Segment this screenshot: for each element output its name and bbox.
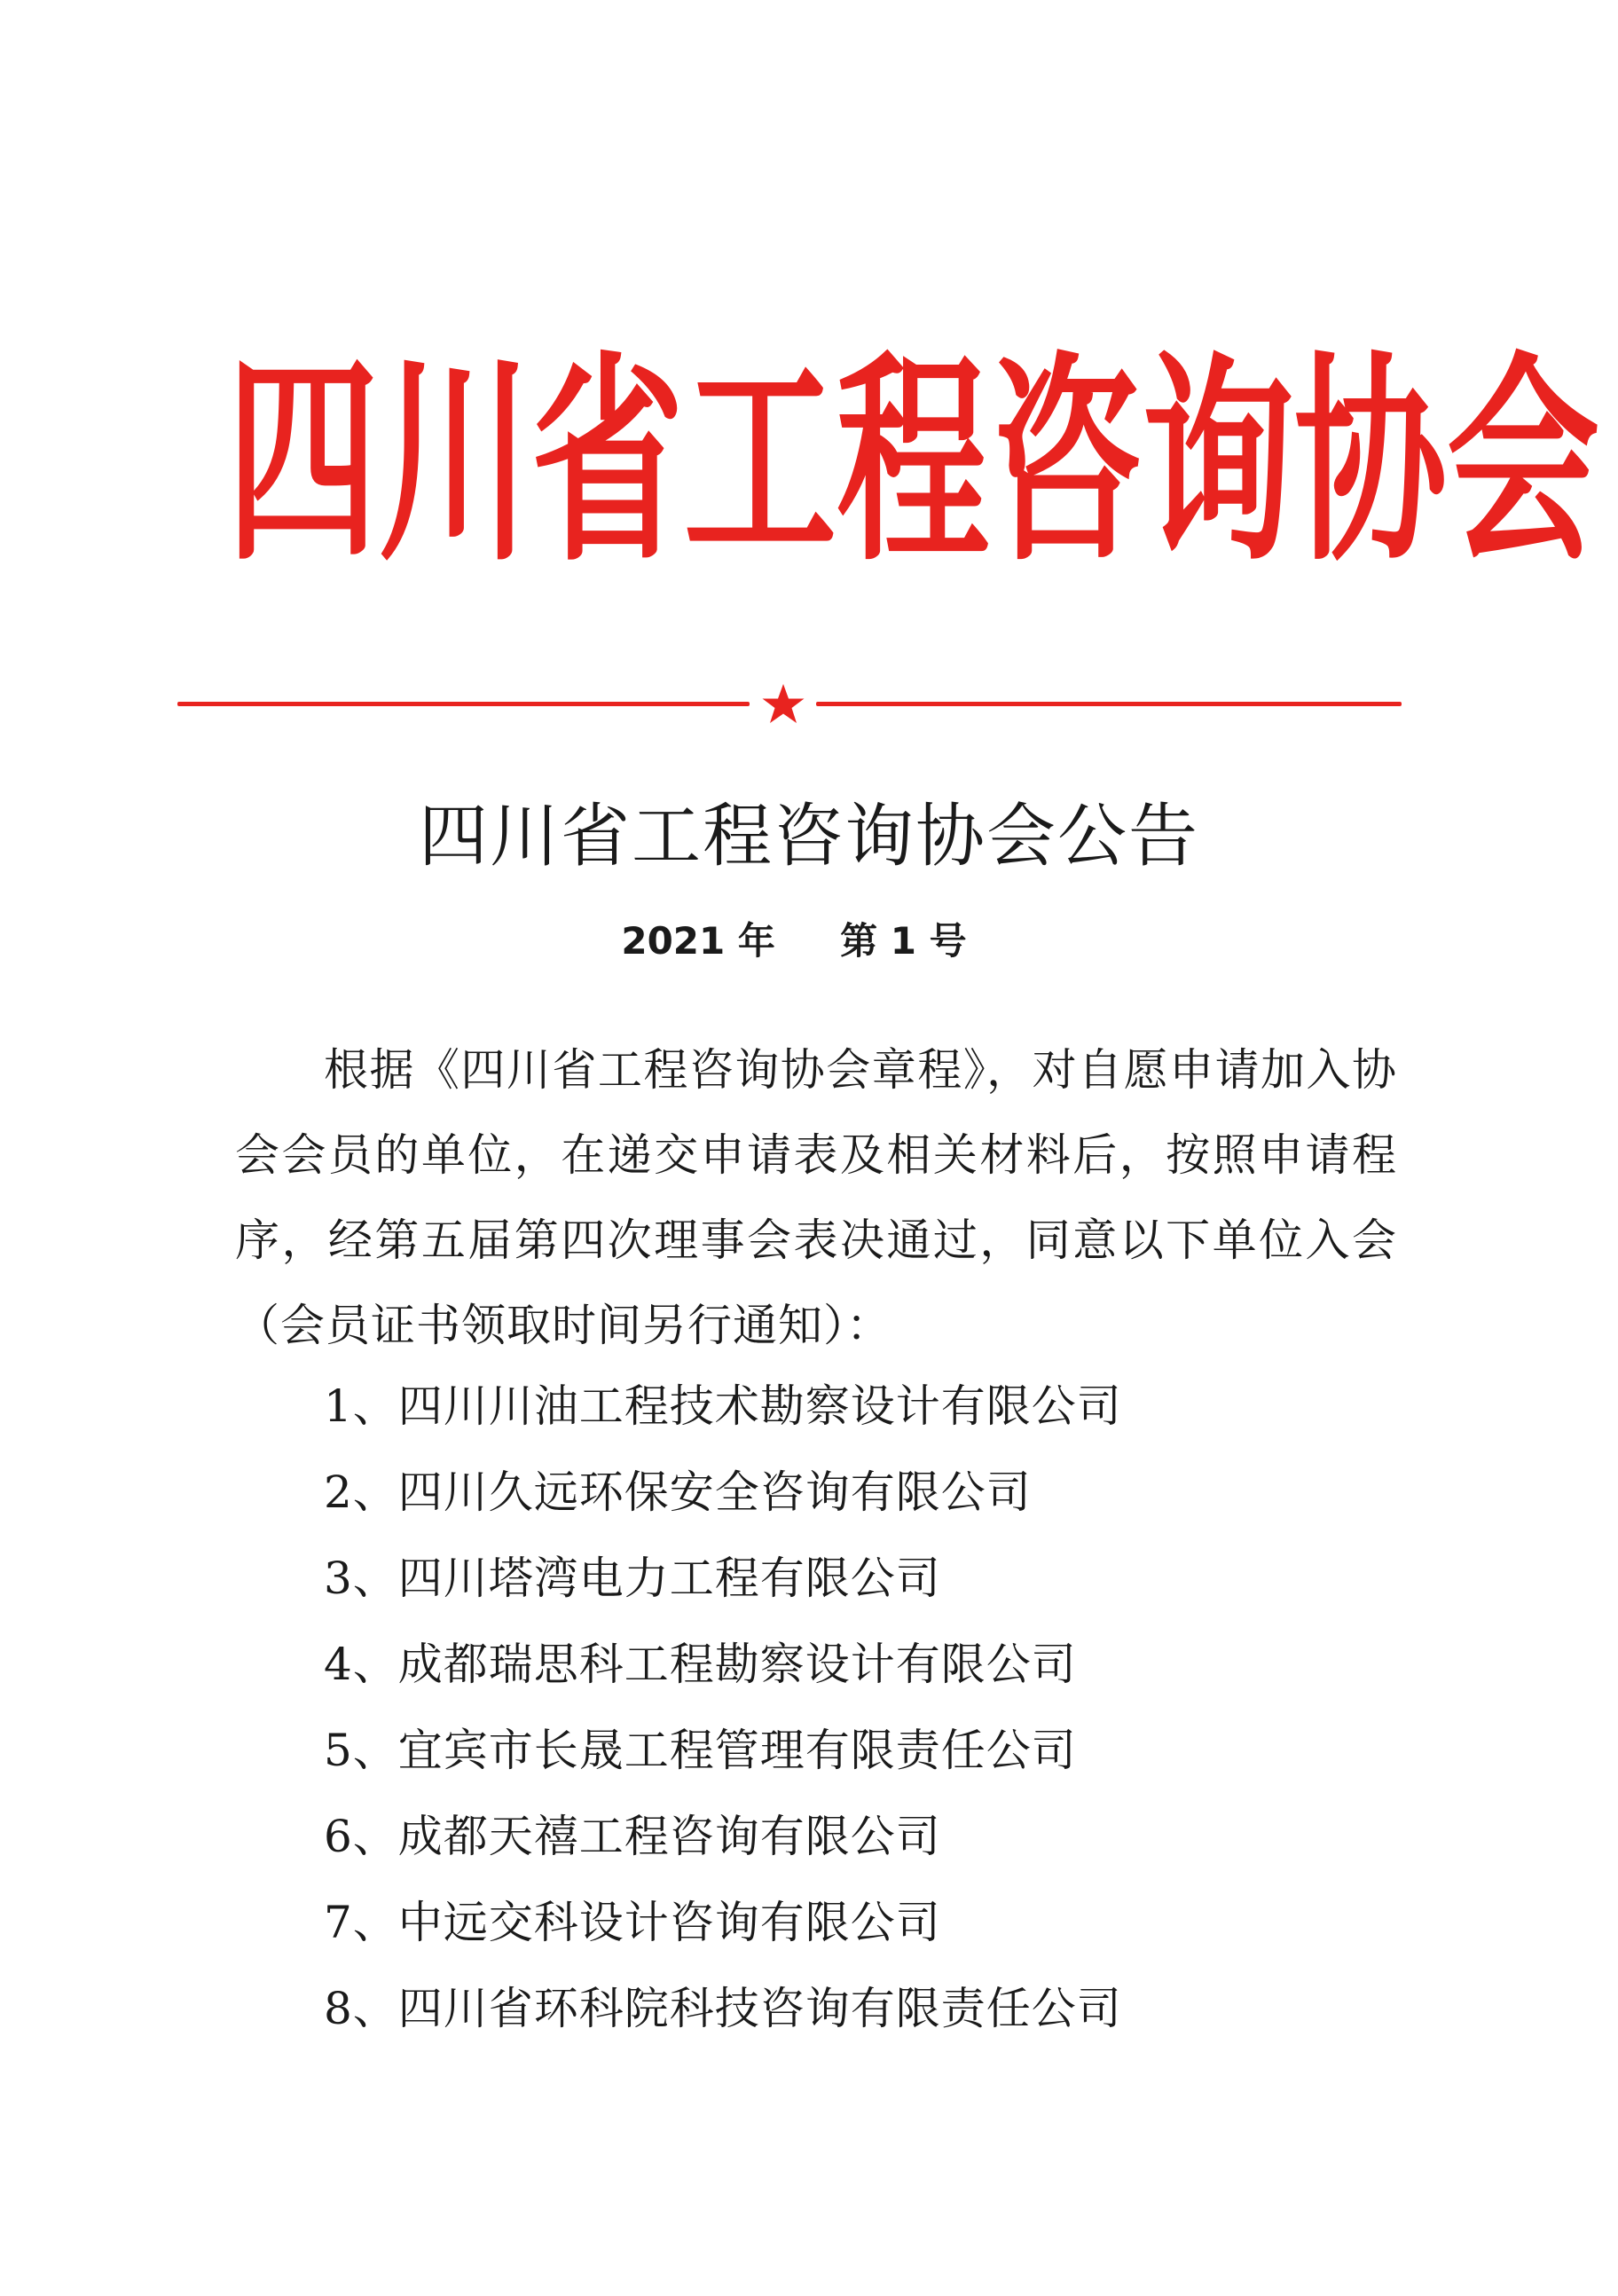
issue-number-value: 1: [890, 919, 917, 963]
letterhead-char: 协: [1294, 330, 1447, 592]
issue-year: 2021: [621, 919, 726, 963]
issue-number-suffix: 号: [929, 919, 967, 963]
list-item: 2、四川久远环保安全咨询有限公司: [324, 1466, 1032, 1518]
letterhead-char: 询: [1142, 330, 1294, 592]
issue-number-prefix: 第: [840, 919, 878, 963]
issue-number: [0, 912, 1588, 965]
divider-line-right: [816, 702, 1402, 706]
list-item: 6、成都天禧工程咨询有限公司: [324, 1811, 941, 1862]
body-paragraph: 根据《四川省工程咨询协会章程》，对自愿申请加入协会会员的单位，在递交申请表及相关材料后，按照申请程序，经第五届第四次理事会表决通过，同意以下单位入会（会员证书领取时间另行通知）：: [235, 1044, 1397, 1351]
list-item: 1、四川川油工程技术勘察设计有限公司: [324, 1380, 1122, 1432]
letterhead-char: 咨: [989, 330, 1142, 592]
list-item: 8、四川省环科院科技咨询有限责任公司: [324, 1983, 1122, 2034]
list-item: 5、宜宾市长晟工程管理有限责任公司: [324, 1725, 1077, 1776]
letterhead-char: 省: [531, 330, 684, 592]
list-item: 4、成都瑞思科工程勘察设计有限公司: [324, 1639, 1077, 1690]
letterhead-char: 会: [1447, 330, 1599, 592]
letterhead-char: 川: [379, 330, 531, 592]
red-divider: [177, 683, 1402, 724]
issue-year-unit: 年: [737, 919, 775, 963]
letterhead-char: 工: [684, 330, 836, 592]
star-icon: [761, 683, 805, 724]
letterhead-char: 程: [836, 330, 989, 592]
member-list: [324, 1371, 1122, 2059]
letterhead-char: 四: [226, 330, 379, 592]
list-item: 7、中远交科设计咨询有限公司: [324, 1897, 941, 1948]
divider-line-left: [177, 702, 750, 706]
letterhead-title: [226, 330, 1599, 592]
list-item: 3、四川塔湾电力工程有限公司: [324, 1553, 941, 1604]
notice-title: 四川省工程咨询协会公告: [418, 797, 1199, 877]
